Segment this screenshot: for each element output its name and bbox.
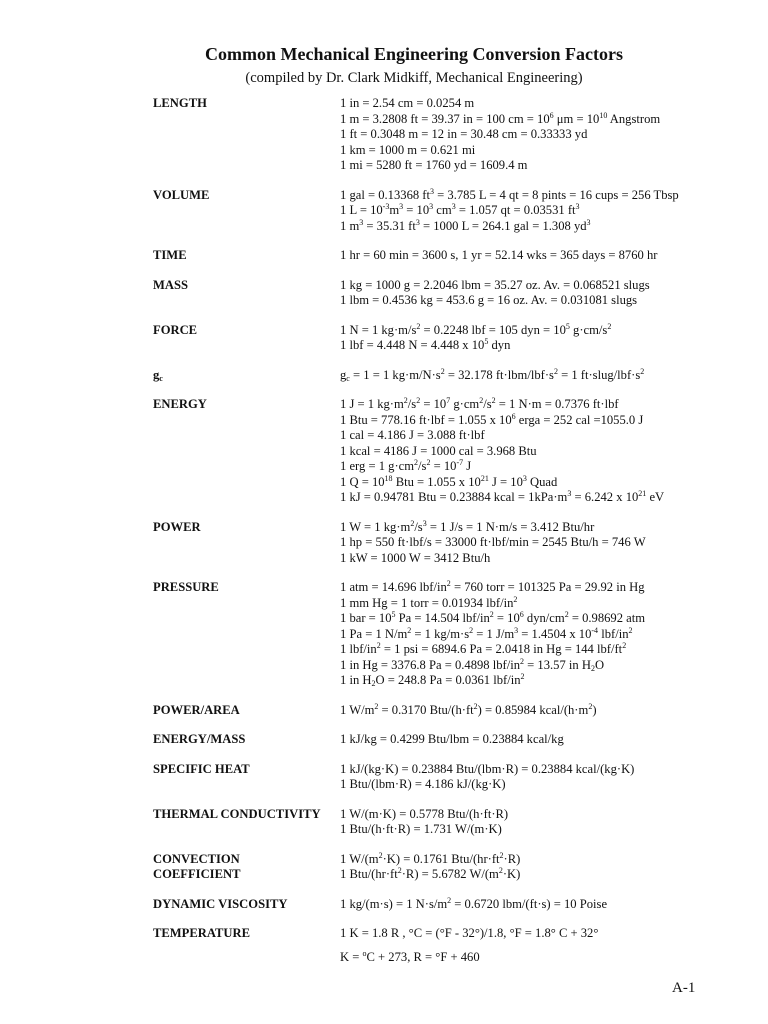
conversion-table [0, 96, 768, 979]
section-values [340, 580, 768, 689]
section-values [340, 248, 768, 264]
conversion-section [0, 762, 768, 793]
conversion-section [0, 96, 768, 174]
conversion-line: 1 lbm = 0.4536 kg = 453.6 g = 16 oz. Av. = 0.031081 slugs [340, 293, 638, 307]
conversion-line: 1 lbf = 4.448 N = 4.448 x $10^5$ dyn [340, 337, 511, 352]
conversion-section [0, 852, 768, 883]
section-label: SPECIFIC HEAT [153, 761, 250, 776]
conversion-line: 1 ft = 0.3048 m = 12 in = 30.48 cm = 0.33333 yd [340, 127, 588, 141]
conversion-line: 1 kg/(m·s) = 1 $N\cdot s/m^2 = 0.6720$ lbm/(ft·s) = 10 Poise [340, 895, 608, 911]
conversion-line: 1 atm = 14.696 lbf/$in^2 = 760$ torr = 101325 Pa = 29.92 in Hg [340, 579, 645, 594]
conversion-line: 1 $Q = 10^{18}$ Btu = 1.055 x $10^{21}$ $J = 10^3$ Quad [340, 473, 558, 489]
conversion-section [0, 248, 768, 264]
section-label: VOLUME [153, 187, 210, 202]
conversion-line: 1 Btu/(h·ft·R) = 1.731 W/(m·K) [340, 822, 502, 836]
page-title: Common Mechanical Engineering Conversion Factors [205, 44, 623, 64]
conversion-line: 1 W = 1 $kg\cdot m^2/s^3 = 1$ J/s = 1 N·m/s = 3.412 Btu/hr [340, 518, 595, 534]
conversion-line: 1 bar = $10^5$ Pa = 14.504 lbf/$in^2 = 10^6$ dyn/$cm^2 = 0.98692$ atm [340, 610, 646, 625]
section-label: DYNAMIC VISCOSITY [153, 896, 288, 911]
section-values [340, 188, 768, 235]
conversion-section [0, 188, 768, 235]
conversion-section [0, 732, 768, 748]
section-values [340, 807, 768, 838]
conversion-line: 1 hp = 550 ft·lbf/s = 33000 ft·lbf/min = 2545 Btu/h = 746 W [340, 535, 646, 549]
section-values [340, 732, 768, 748]
conversion-line: 1 kJ/(kg·K) = 0.23884 Btu/(lbm·R) = 0.23884 kcal/(kg·K) [340, 761, 635, 776]
conversion-section [0, 368, 768, 384]
conversion-line: 1 km = 1000 m = 0.621 mi [340, 142, 476, 157]
conversion-line: 1 mi = 5280 ft = 1760 yd = 1609.4 m [340, 158, 528, 172]
conversion-line: 1 Pa = 1 $N/m^2 = 1$ $kg/m\cdot s^2 = 1$ $J/m^3 = 1.4504$ x $10^{-4}$ lbf/$in^2$ [340, 625, 633, 641]
conversion-line: 1 Btu/(lbm·R) = 4.186 kJ/(kg·K) [340, 777, 506, 791]
section-values [340, 397, 768, 506]
section-label: POWER [153, 519, 201, 534]
conversion-line: 1 kg = 1000 g = 2.2046 lbm = 35.27 oz. Av. = 0.068521 slugs [340, 277, 650, 292]
conversion-line: 1 J = 1 $kg\cdot m^2/s^2 = 10^7$ $g\cdot cm^2/s^2 = 1$ N·m = 0.7376 ft·lbf [340, 396, 619, 411]
section-label: TIME [153, 248, 187, 262]
section-label: FORCE [153, 322, 198, 337]
conversion-line: 1 in $H_2O = 248.8$ Pa = 0.0361 lbf/$in^2$ [340, 672, 525, 688]
conversion-line: 1 K = 1.8 R , °C = (°F - 32°)/1.8, °F = 1.8° C + 32° [340, 926, 599, 940]
conversion-line: 1 kJ/kg = 0.4299 Btu/lbm = 0.23884 kcal/kg [340, 732, 564, 746]
conversion-line: 1 $W/m^2 = 0.3170$ Btu/$(h\cdot ft^2) = 0.85984$ kcal/$(h\cdot m^2)$ [340, 701, 597, 717]
section-values [340, 278, 768, 309]
conversion-section [0, 897, 768, 913]
section-label: PRESSURE [153, 580, 219, 594]
conversion-line: 1 Btu = 778.16 ft·lbf = 1.055 x $10^6$ erga = 252 cal =1055.0 J [340, 411, 644, 427]
conversion-line: 1 cal = 4.186 J = 3.088 ft·lbf [340, 428, 485, 442]
section-values [340, 762, 768, 793]
conversion-line: 1 $m^3 = 35.31$ $ft^3 = 1000$ L = 264.1 gal = 1.308 $yd^3$ [340, 217, 591, 233]
conversion-section [0, 397, 768, 506]
conversion-section [0, 580, 768, 689]
conversion-section [0, 278, 768, 309]
section-values [340, 520, 768, 567]
section-label: POWER/AREA [153, 702, 240, 717]
conversion-line: 1 lbf/$in^2 = 1$ psi = 6894.6 Pa = 2.0418 in Hg = 144 lbf/$ft^2$ [340, 641, 627, 656]
conversion-line: 1 erg = 1 $g\cdot cm^2/s^2 = 10^{-7}$ J [340, 458, 472, 473]
conversion-line: 1 m = 3.2808 ft = 39.37 in = 100 cm = $10^6$ $\mu m = 10^{10}$ Angstrom [340, 110, 661, 126]
conversion-line: 1 $W/(m^2\cdot K) = 0.1761$ Btu/$(hr\cdot ft^2\cdot R)$ [340, 850, 521, 866]
conversion-line: 1 W/(m·K) = 0.5778 Btu/(h·ft·R) [340, 806, 509, 821]
section-values [340, 323, 768, 354]
conversion-line: K = $^o$C + 273, R = °F + 460 [340, 948, 480, 964]
section-label: ENERGY [153, 397, 207, 411]
conversion-line: 1 in = 2.54 cm = 0.0254 m [340, 96, 475, 110]
conversion-line: 1 kW = 1000 W = 3412 Btu/h [340, 550, 491, 565]
conversion-section [0, 520, 768, 567]
conversion-section [0, 926, 768, 965]
page-subtitle: (compiled by Dr. Clark Midkiff, Mechanical Engineering) [245, 70, 583, 86]
conversion-section [0, 323, 768, 354]
section-values [340, 897, 768, 913]
conversion-line: 1 gal = 0.13368 $ft^3 = 3.785$ L = 4 qt = 8 pints = 16 cups = 256 Tbsp [340, 186, 679, 202]
section-values [340, 96, 768, 174]
section-values [340, 926, 768, 965]
page-number: A-1 [672, 980, 696, 996]
conversion-line: 1 hr = 60 min = 3600 s, 1 yr = 52.14 wks = 365 days = 8760 hr [340, 248, 658, 262]
section-label: $g_c$ [153, 367, 163, 383]
conversion-line: 1 N = 1 $kg\cdot m/s^2 = 0.2248$ lbf = 105 dyn = $10^5$ $g\cdot cm/s^2$ [340, 321, 612, 337]
conversion-line: 1 Btu/$(hr\cdot ft^2\cdot R) = 5.6782$ $W/(m^2\cdot K)$ [340, 866, 521, 881]
section-label: LENGTH [153, 96, 207, 110]
conversion-line: 1 in Hg = 3376.8 Pa = 0.4898 lbf/$in^2 = 13.57$ in $H_2O$ [340, 656, 605, 673]
conversion-line: 1 kcal = 4186 J = 1000 cal = 3.968 Btu [340, 443, 537, 458]
conversion-section [0, 703, 768, 719]
conversion-line: 1 $L = 10^{-3}m^3 = 10^3$ $cm^3 = 1.057$ qt = 0.03531 $ft^3$ [340, 202, 580, 217]
section-label: MASS [153, 277, 188, 292]
conversion-line: $g_c = 1 = 1$ $kg\cdot m/N\cdot s^2 = 32.178$ $ft\cdot lbm/lbf\cdot s^2 = 1$ $ft\cdot slug/lbf\cdot s^2$ [340, 366, 645, 383]
conversion-line: 1 kJ = 0.94781 Btu = 0.23884 kcal = $1kPa\cdot m^3 = 6.242$ x $10^{21}$ eV [340, 489, 665, 504]
section-values [340, 703, 768, 719]
section-label: TEMPERATURE [153, 926, 251, 940]
section-label: THERMAL CONDUCTIVITY [153, 806, 321, 821]
section-label: ENERGY/MASS [153, 732, 246, 746]
section-label: CONVECTION COEFFICIENT [153, 851, 241, 881]
conversion-line: 1 mm Hg = 1 torr = 0.01934 lbf/$in^2$ [340, 594, 518, 610]
conversion-section [0, 807, 768, 838]
section-values [340, 852, 768, 883]
section-values [340, 368, 768, 384]
